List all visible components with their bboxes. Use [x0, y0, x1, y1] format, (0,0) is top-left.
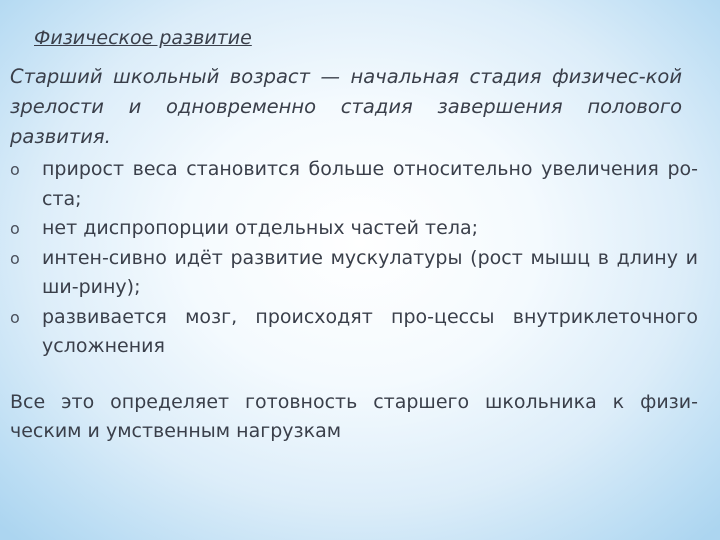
bullet-marker-icon: o: [10, 248, 20, 268]
conclusion-paragraph: Все это определяет готовность старшего школьника к физи-ческим и умственным нагрузкам: [10, 391, 698, 442]
bullet-item: [10, 214, 698, 244]
bullet-list: [10, 155, 698, 362]
bullet-marker-icon: o: [10, 307, 20, 327]
bullet-text: прирост веса становится больше относительно увеличения ро-ста;: [42, 158, 698, 210]
intro-paragraph: Старший школьный возраст — начальная стадия физичес-кой зрелости и одновременно стадия завершения полового развития.: [10, 65, 682, 148]
bullet-item: [10, 155, 698, 214]
bullet-text: нет диспропорции отдельных частей тела;: [42, 217, 479, 239]
bullet-item: [10, 303, 698, 362]
slide-title: Физическое развитие: [34, 27, 252, 49]
bullet-text: развивается мозг, происходят про-цессы внутриклеточного усложнения: [42, 305, 698, 357]
bullet-marker-icon: o: [10, 160, 20, 179]
bullet-text: интен-сивно идёт развитие мускулатуры (рост мышц в длину и ши-рину);: [42, 246, 698, 298]
bullet-marker-icon: o: [10, 219, 20, 238]
bullet-item: [10, 244, 698, 303]
